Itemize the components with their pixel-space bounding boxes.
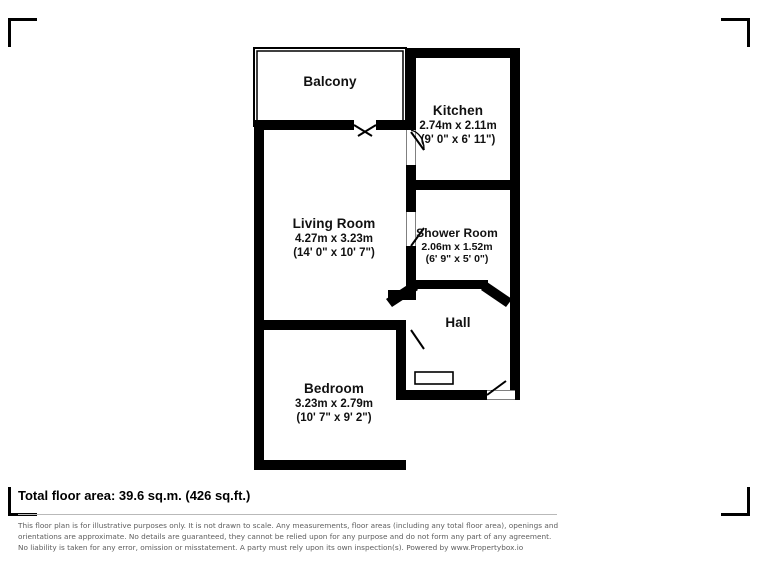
room-label-balcony [303,74,356,90]
room-name-bedroom: Bedroom [304,381,364,396]
room-name-kitchen: Kitchen [432,103,484,118]
room-dim-imperial-kitchen: (9' 0" x 6' 11") [420,134,496,147]
room-label-shower-room [416,226,498,266]
room-label-bedroom [295,381,373,426]
footer-divider [18,514,557,515]
door-balcony [354,125,376,136]
room-name-shower-room: Shower Room [416,226,498,240]
room-dim-metric-kitchen: 2.74m x 2.11m [419,120,497,133]
room-dim-metric-living-room: 4.27m x 3.23m [294,233,374,246]
room-dim-metric-bedroom: 3.23m x 2.79m [294,398,374,411]
room-label-hall [445,315,470,331]
room-name-balcony: Balcony [303,74,357,89]
room-dim-metric-shower-room: 2.06m x 1.52m [421,240,493,253]
room-dim-imperial-living-room: (14' 0" x 10' 7") [293,247,375,260]
total-floor-area: Total floor area: 39.6 sq.m. (426 sq.ft.) [18,488,251,503]
room-dim-imperial-bedroom: (10' 7" x 9' 2") [296,412,372,425]
room-name-hall: Hall [445,315,471,330]
room-label-living-room [293,216,376,261]
room-name-living-room: Living Room [292,216,376,231]
footer [18,480,750,576]
room-label-kitchen [419,103,496,148]
disclaimer-text: This floor plan is for illustrative purposes only. It is not drawn to scale. Any measurements, floor areas (including any total floor area), openings and orientations are approximate. No details are guaranteed, they cannot be relied upon for any purpose and do not form any part of any agreement. No liability is taken for any error, omission or misstatement. A party must rely upon its own inspection(s). Powered by www.Propertybox.io [18,521,559,553]
door-hall-to-bedroom [411,330,424,366]
wall-hall-angled [386,280,512,307]
door-bedroom [415,372,453,385]
room-dim-imperial-shower-room: (6' 9" x 5' 0") [425,253,489,266]
